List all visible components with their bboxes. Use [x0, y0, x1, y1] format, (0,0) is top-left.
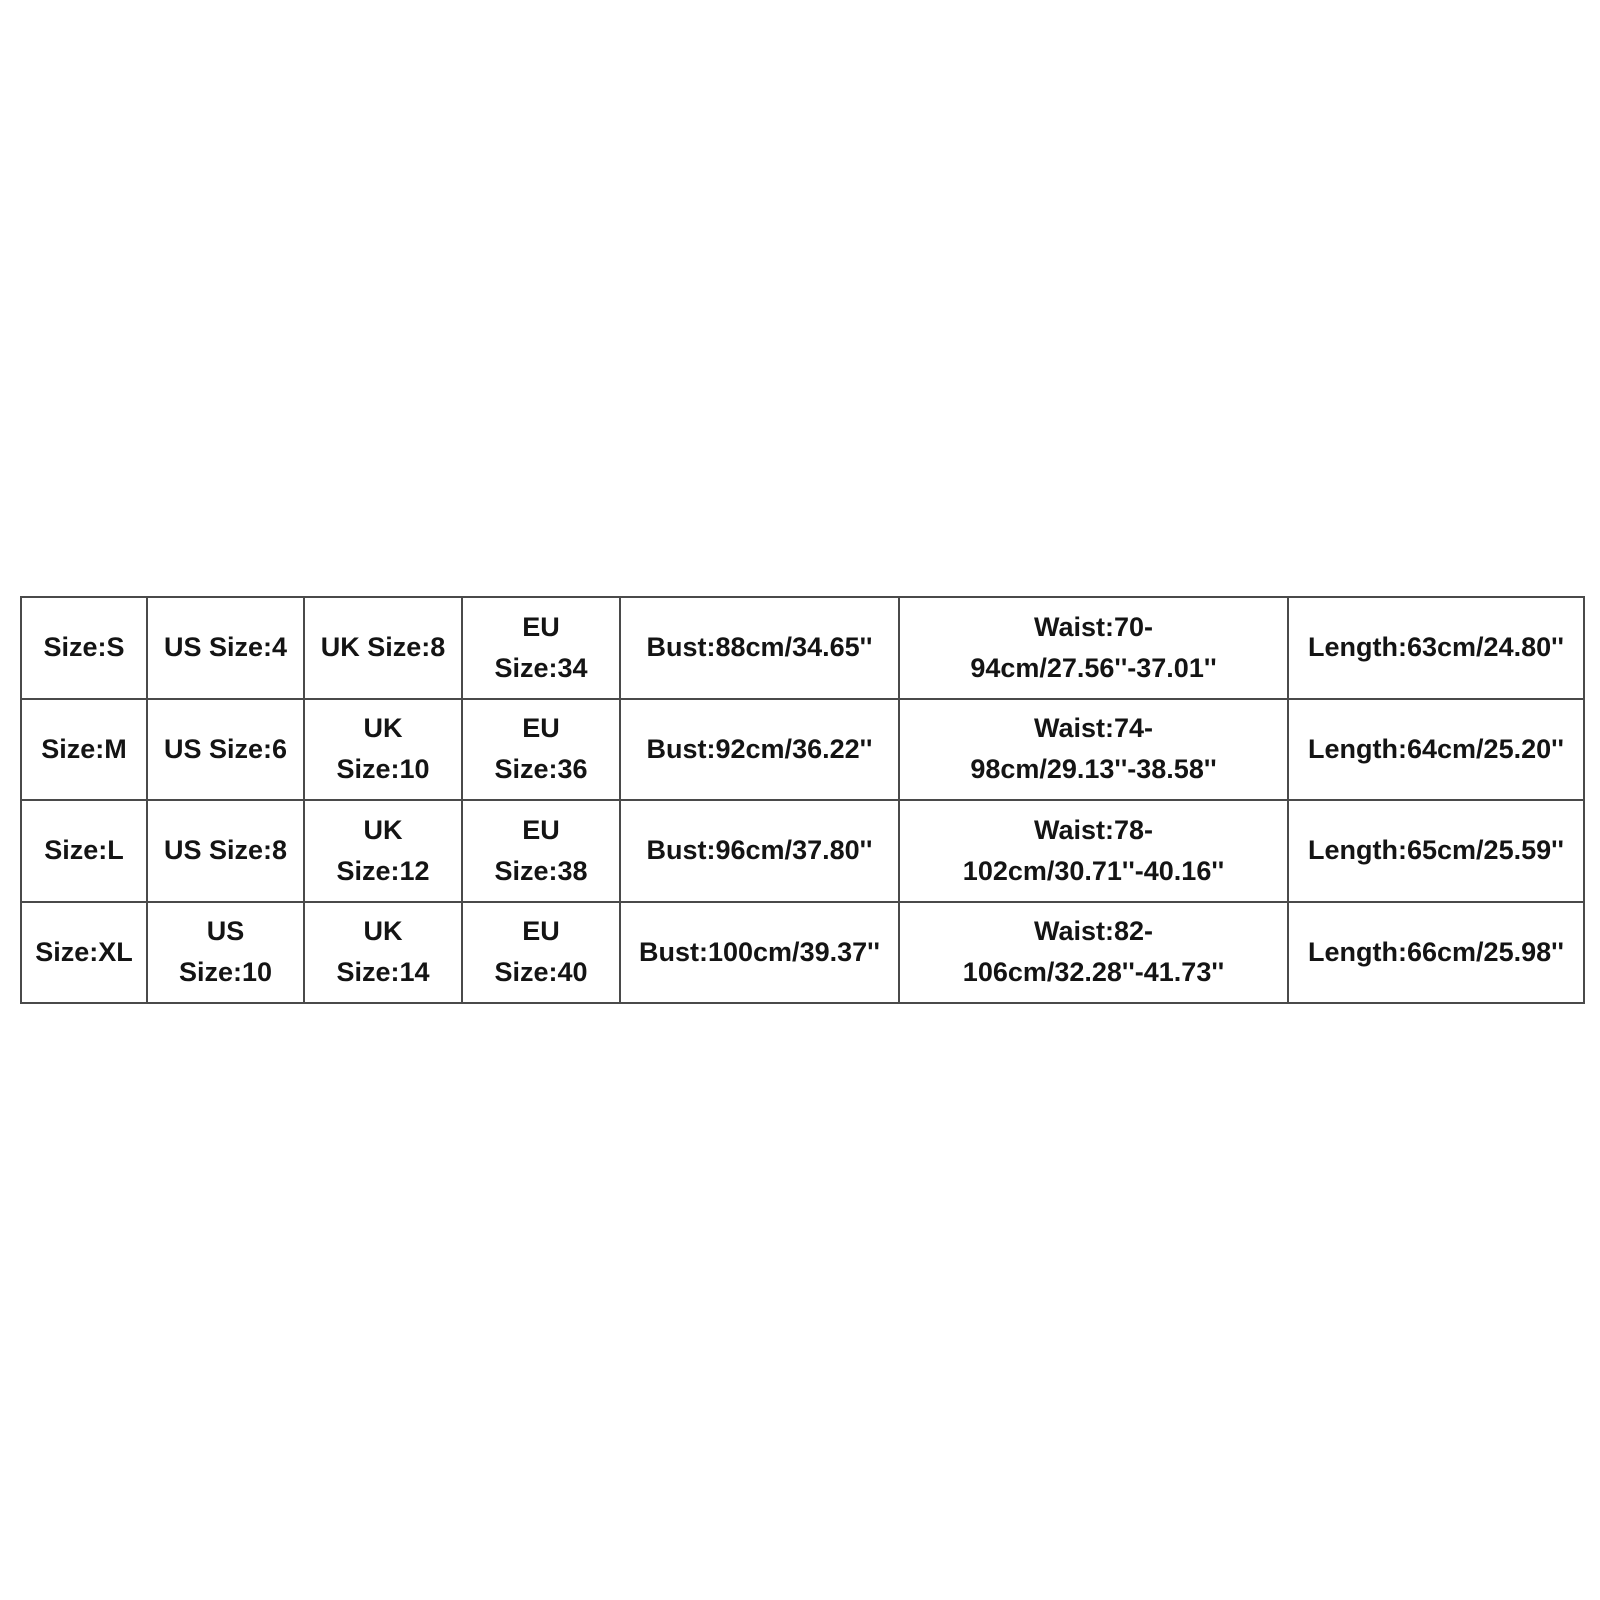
bust-cell: Bust:100cm/39.37'': [620, 902, 899, 1004]
us-size-cell: US Size:8: [147, 800, 304, 902]
length-cell: Length:63cm/24.80'': [1288, 597, 1584, 699]
table-row: [21, 699, 1584, 801]
eu-size-cell: EU Size:36: [462, 699, 620, 801]
size-cell: Size:L: [21, 800, 147, 902]
uk-size-cell: UK Size:14: [304, 902, 462, 1004]
bust-cell: Bust:96cm/37.80'': [620, 800, 899, 902]
length-cell: Length:66cm/25.98'': [1288, 902, 1584, 1004]
uk-size-cell: UK Size:10: [304, 699, 462, 801]
size-cell: Size:M: [21, 699, 147, 801]
eu-size-cell: EU Size:34: [462, 597, 620, 699]
table-row: [21, 902, 1584, 1004]
us-size-cell: US Size:4: [147, 597, 304, 699]
us-size-cell: US Size:6: [147, 699, 304, 801]
table-row: [21, 800, 1584, 902]
eu-size-cell: EU Size:40: [462, 902, 620, 1004]
uk-size-cell: UK Size:12: [304, 800, 462, 902]
uk-size-cell: UK Size:8: [304, 597, 462, 699]
size-cell: Size:XL: [21, 902, 147, 1004]
waist-cell: Waist:74- 98cm/29.13''-38.58'': [899, 699, 1288, 801]
size-chart-table: [20, 596, 1585, 1004]
waist-cell: Waist:82- 106cm/32.28''-41.73'': [899, 902, 1288, 1004]
length-cell: Length:65cm/25.59'': [1288, 800, 1584, 902]
us-size-cell: US Size:10: [147, 902, 304, 1004]
waist-cell: Waist:78- 102cm/30.71''-40.16'': [899, 800, 1288, 902]
size-cell: Size:S: [21, 597, 147, 699]
eu-size-cell: EU Size:38: [462, 800, 620, 902]
table-row: [21, 597, 1584, 699]
bust-cell: Bust:92cm/36.22'': [620, 699, 899, 801]
waist-cell: Waist:70- 94cm/27.56''-37.01'': [899, 597, 1288, 699]
length-cell: Length:64cm/25.20'': [1288, 699, 1584, 801]
bust-cell: Bust:88cm/34.65'': [620, 597, 899, 699]
